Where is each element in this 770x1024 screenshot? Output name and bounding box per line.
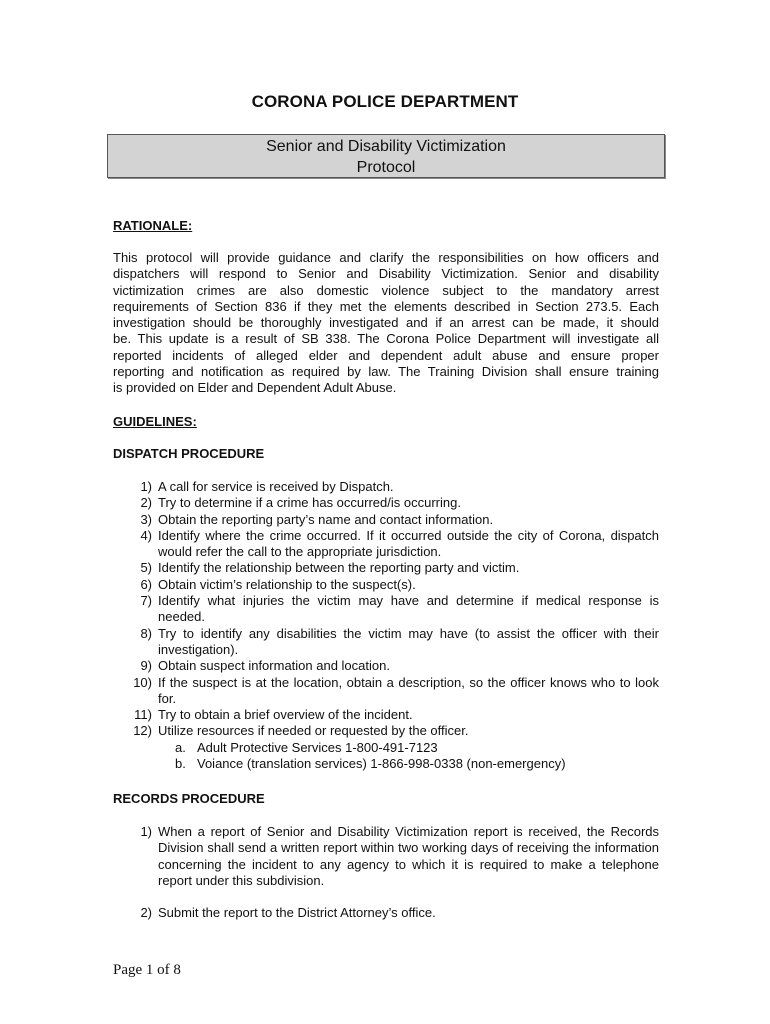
guidelines-heading: GUIDELINES: bbox=[113, 414, 197, 429]
list-item bbox=[113, 528, 659, 561]
list-item bbox=[113, 626, 659, 659]
list-item-number: 6) bbox=[140, 576, 152, 592]
list-item-number: 7) bbox=[140, 593, 152, 609]
list-item-number: 9) bbox=[140, 658, 152, 674]
list-item bbox=[113, 723, 659, 739]
list-item bbox=[113, 905, 659, 921]
rationale-line: investigation should be thoroughly investigated and if an arrest can be made, it should bbox=[113, 315, 659, 331]
dispatch-procedure-heading: DISPATCH PROCEDURE bbox=[113, 446, 265, 461]
rationale-line: reporting and notification as required by law. The Training Division shall ensure training bbox=[113, 364, 659, 380]
list-item-text: Try to determine if a crime has occurred/is occurring. bbox=[158, 495, 461, 511]
list-item bbox=[113, 658, 659, 674]
list-item-number: 3) bbox=[140, 511, 152, 527]
list-item-number: 1) bbox=[140, 824, 152, 839]
list-item-number: 11) bbox=[134, 707, 152, 723]
rationale-line: requirements of Section 836 if they met the elements described in Section 273.5. Each bbox=[113, 298, 659, 314]
sub-list-item bbox=[113, 740, 659, 756]
sub-list-item bbox=[113, 756, 659, 772]
list-item-number: 2) bbox=[140, 495, 152, 511]
list-item-number: 8) bbox=[140, 625, 152, 641]
list-item-text: Identify what injuries the victim may have and determine if medical response is needed. bbox=[158, 593, 659, 625]
list-item bbox=[113, 479, 659, 495]
list-item-text: If the suspect is at the location, obtain a description, so the officer knows who to look for. bbox=[158, 674, 659, 706]
list-item-text: Submit the report to the District Attorney’s office. bbox=[158, 905, 436, 921]
sub-list-item-text: Voiance (translation services) 1-866-998-0338 (non-emergency) bbox=[197, 756, 566, 772]
page-number: Page 1 of 8 bbox=[113, 962, 181, 978]
sub-list-item-letter: a. bbox=[175, 739, 186, 755]
list-item-text: Identify the relationship between the reporting party and victim. bbox=[158, 560, 520, 576]
list-item-text: Utilize resources if needed or requested by the officer. bbox=[158, 723, 469, 739]
rationale-line: be. This update is a result of SB 338. The Corona Police Department will investigate all bbox=[113, 331, 659, 347]
rationale-paragraph bbox=[113, 250, 659, 397]
department-title: CORONA POLICE DEPARTMENT bbox=[251, 92, 519, 111]
sub-list-item-text: Adult Protective Services 1-800-491-7123 bbox=[197, 739, 438, 755]
records-procedure-heading: RECORDS PROCEDURE bbox=[113, 791, 265, 806]
rationale-line: reported incidents of alleged elder and dependent adult abuse and ensure proper bbox=[113, 347, 659, 363]
list-item-text: Obtain the reporting party’s name and contact information. bbox=[158, 511, 494, 527]
rationale-heading: RATIONALE: bbox=[113, 218, 193, 233]
list-item bbox=[113, 675, 659, 708]
list-item bbox=[113, 593, 659, 626]
protocol-title-box bbox=[107, 134, 665, 178]
list-item bbox=[113, 560, 659, 576]
list-item-text: Try to obtain a brief overview of the incident. bbox=[158, 707, 413, 723]
list-item-number: 5) bbox=[140, 560, 152, 576]
dispatch-procedure-list bbox=[113, 479, 659, 772]
list-item-number: 2) bbox=[140, 905, 152, 921]
rationale-line: victimization crimes are also domestic violence subject to the mandatory arrest bbox=[113, 282, 659, 298]
list-item-text: Obtain suspect information and location. bbox=[158, 658, 390, 674]
list-item bbox=[113, 495, 659, 511]
list-item-text: When a report of Senior and Disability Victimization report is received, the Records Division shall send a written report within two working days of receiving the information concerning the incident to any agency to which it is required to make a telephone report under this subdivision. bbox=[158, 824, 659, 888]
sub-list-item-letter: b. bbox=[175, 756, 186, 772]
list-item bbox=[113, 577, 659, 593]
list-item-number: 1) bbox=[140, 479, 152, 494]
protocol-title-line1: Senior and Disability Victimization bbox=[266, 138, 506, 155]
rationale-line: This protocol will provide guidance and clarify the responsibilities on how officers and bbox=[113, 250, 659, 265]
list-item-text: Obtain victim’s relationship to the suspect(s). bbox=[158, 576, 416, 592]
rationale-line: is provided on Elder and Dependent Adult Abuse. bbox=[113, 380, 397, 396]
list-item-text: A call for service is received by Dispatch. bbox=[158, 479, 394, 494]
list-item-number: 12) bbox=[133, 723, 152, 739]
list-item-text: Try to identify any disabilities the victim may have (to assist the officer with their investigation). bbox=[158, 625, 659, 657]
list-item-number: 4) bbox=[140, 527, 152, 543]
protocol-title-line2: Protocol bbox=[356, 159, 416, 176]
records-procedure-list bbox=[113, 824, 659, 921]
list-item bbox=[113, 512, 659, 528]
list-item-text: Identify where the crime occurred. If it occurred outside the city of Corona, dispatch would refer the call to the appropriate jurisdiction. bbox=[158, 527, 659, 560]
list-item bbox=[113, 824, 659, 889]
list-item bbox=[113, 707, 659, 723]
rationale-line: dispatchers will respond to Senior and Disability Victimization. Senior and disability bbox=[113, 266, 659, 282]
list-item-number: 10) bbox=[133, 674, 152, 690]
